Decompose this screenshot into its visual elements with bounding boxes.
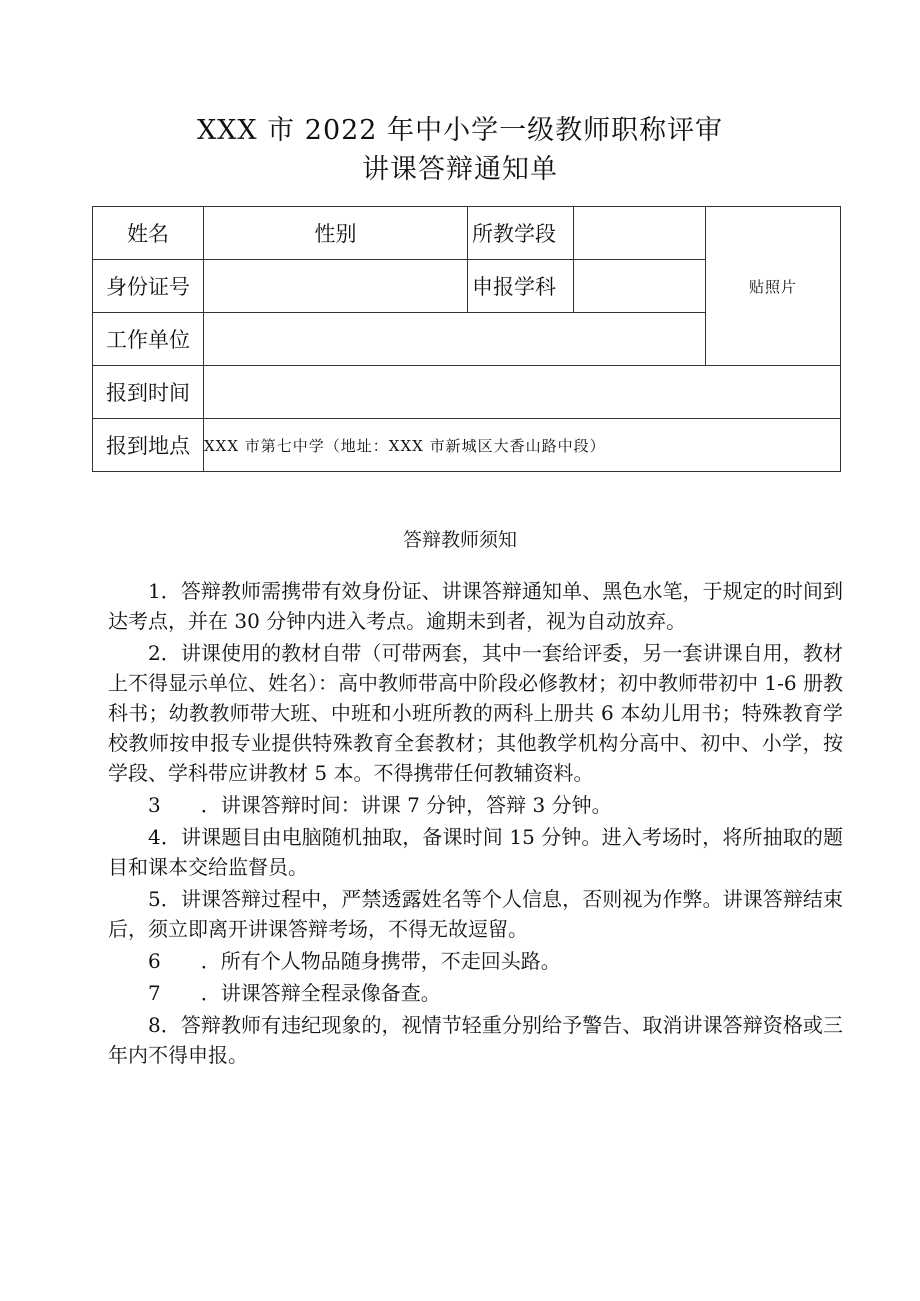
- id-field[interactable]: [204, 260, 468, 313]
- time-label: 报到时间: [93, 366, 204, 419]
- rule-item: 6 ．所有个人物品随身携带，不走回头路。: [148, 949, 561, 973]
- rule-item: 5．讲课答辩过程中，严禁透露姓名等个人信息，否则视为作弊。讲课答辩结束后，须立即离开讲课答辩考场，不得无故逗留。: [108, 887, 843, 941]
- form-row-place: [93, 419, 841, 472]
- notice-rules: [108, 576, 843, 1072]
- subject-label: 申报学科: [468, 260, 574, 313]
- id-label: 身份证号: [93, 260, 204, 313]
- rule-item: 3 ．讲课答辩时间：讲课 7 分钟，答辩 3 分钟。: [148, 793, 612, 817]
- rule-item: 2．讲课使用的教材自带（可带两套，其中一套给评委，另一套讲课自用，教材上不得显示单位、姓名）：高中教师带高中阶段必修教材；初中教师带初中 1-6 册教科书；幼教教师带大班、中班和小班所教的两科上册共 6 本幼儿用书；特殊教育学校教师按申报专业提供特殊教育全套教材；其他教学机构分高中、初中、小学，按学段、学科带应讲教材 5 本。不得携带任何教辅资料。: [108, 641, 843, 785]
- form-row-name: [93, 207, 841, 260]
- rule-item: 1．答辩教师需携带有效身份证、讲课答辩通知单、黑色水笔，于规定的时间到达考点，并在 30 分钟内进入考点。逾期未到者，视为自动放弃。: [108, 579, 843, 633]
- rule-item: 7 ．讲课答辩全程录像备查。: [148, 981, 441, 1005]
- document-title-line2: 讲课答辩通知单: [362, 154, 558, 185]
- rule-item: 8．答辩教师有违纪现象的，视情节轻重分别给予警告、取消讲课答辩资格或三年内不得申报。: [108, 1013, 843, 1067]
- stage-field[interactable]: [574, 207, 706, 260]
- document-title-line1: XXX 市 2022 年中小学一级教师职称评审: [196, 115, 724, 146]
- work-label: 工作单位: [93, 313, 204, 366]
- place-label: 报到地点: [93, 419, 204, 472]
- gender-label: 性别: [204, 207, 468, 260]
- rule-item: 4．讲课题目由电脑随机抽取，备课时间 15 分钟。进入考场时，将所抽取的题目和课本交给监督员。: [108, 825, 843, 879]
- notice-title: 答辩教师须知: [402, 529, 517, 551]
- place-value: XXX 市第七中学（地址：XXX 市新城区大香山路中段）: [204, 419, 841, 472]
- notice-form-table: [92, 206, 841, 472]
- name-label: 姓名: [93, 207, 204, 260]
- work-field[interactable]: [204, 313, 706, 366]
- stage-label: 所教学段: [468, 207, 574, 260]
- photo-placeholder: 贴照片: [706, 207, 841, 366]
- subject-field[interactable]: [574, 260, 706, 313]
- form-row-time: [93, 366, 841, 419]
- time-field[interactable]: [204, 366, 841, 419]
